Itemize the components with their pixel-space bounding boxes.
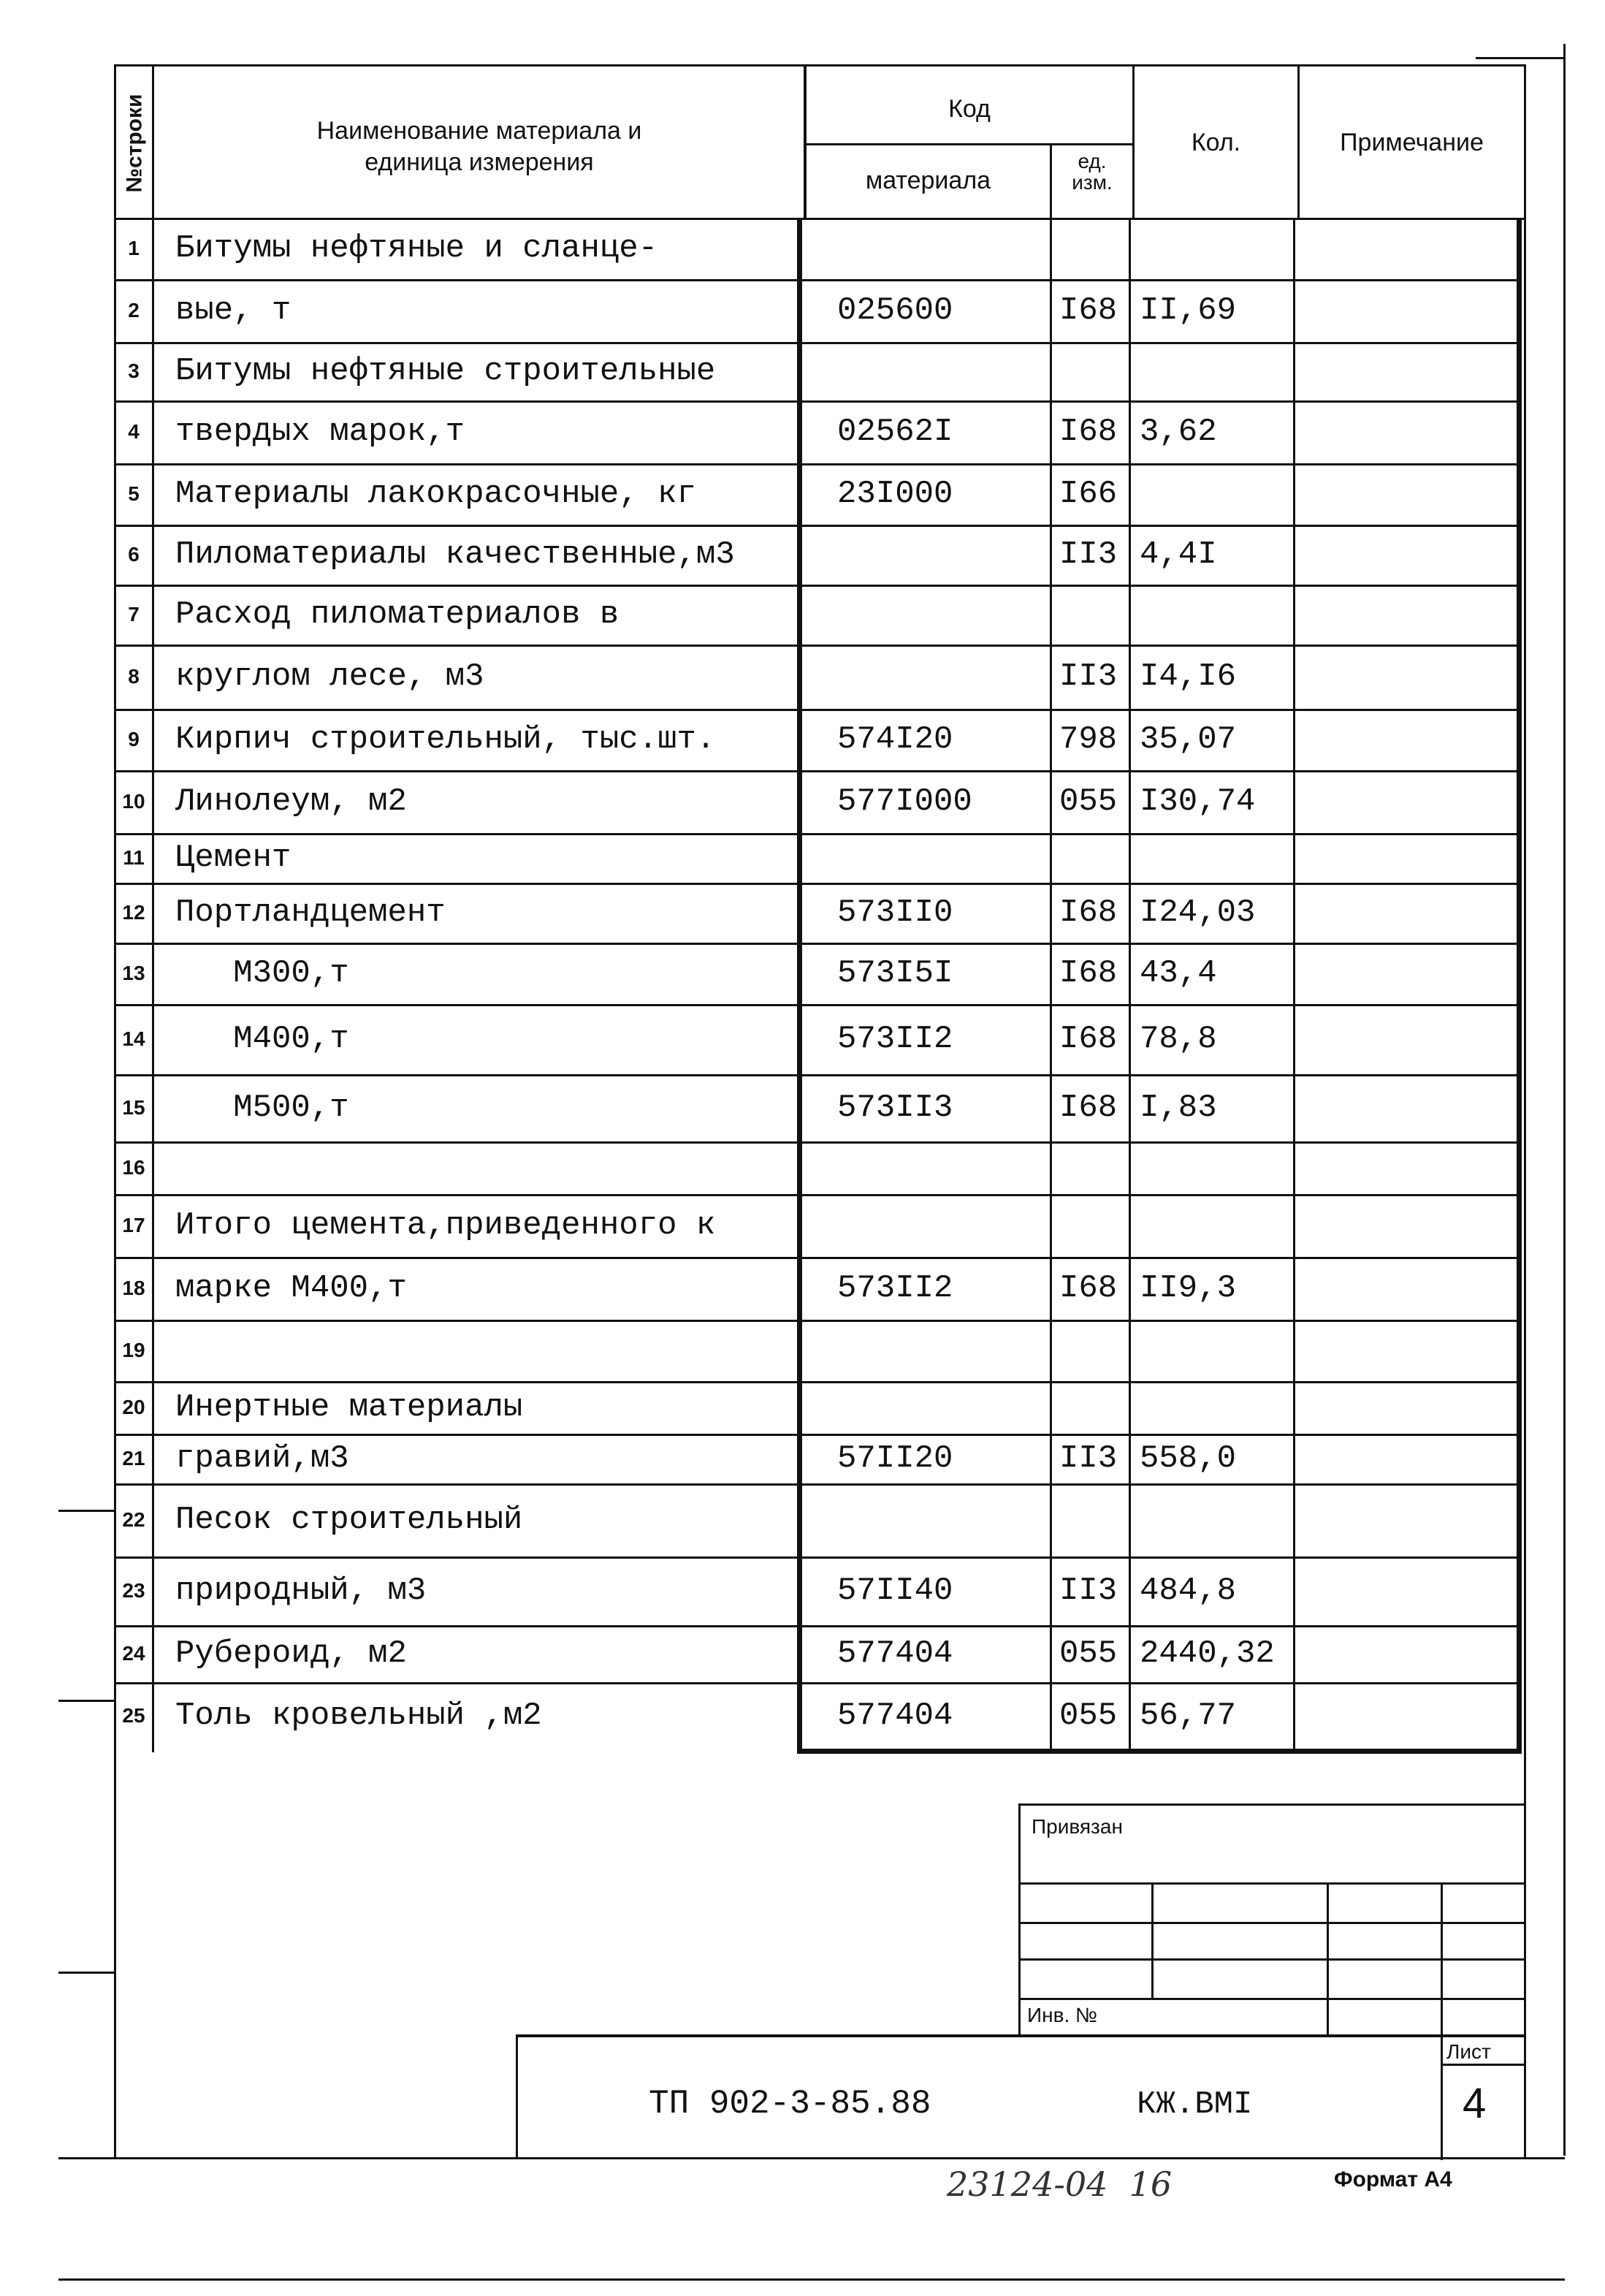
row-divider (115, 400, 1520, 403)
row-number-header: №строки (122, 94, 147, 193)
row-divider (115, 1556, 1520, 1559)
row-number: 8 (128, 665, 140, 688)
material-code: 57II40 (837, 1573, 953, 1609)
unit-code: I68 (1059, 955, 1118, 992)
quantity: 558,0 (1140, 1440, 1237, 1477)
material-name: Линолеум, м2 (175, 783, 407, 820)
row-divider (115, 279, 1520, 281)
unit-code: 055 (1059, 1698, 1118, 1734)
unit-code: I68 (1059, 894, 1118, 931)
row-number: 21 (122, 1447, 145, 1470)
row-divider (115, 943, 1520, 945)
unit-code: II3 (1059, 536, 1118, 573)
unit-code: I68 (1059, 1021, 1118, 1057)
material-name: Пиломатериалы качественные,м3 (175, 536, 735, 573)
material-name: Толь кровельный ,м2 (175, 1698, 542, 1734)
row-number: 19 (122, 1339, 145, 1361)
row-number: 7 (128, 603, 140, 626)
handwritten-archive-number: 23124-04 16 (947, 2164, 1173, 2204)
material-name: М500,т (175, 1090, 349, 1126)
material-name: гравий,м3 (175, 1440, 349, 1477)
row-divider (115, 342, 1520, 344)
row-divider (115, 1434, 1520, 1436)
row-divider (115, 525, 1520, 527)
quantity: I30,74 (1140, 783, 1256, 820)
row-number: 11 (123, 846, 145, 869)
row-number: 5 (128, 482, 140, 505)
unit-header-line2: изм. (1072, 171, 1113, 194)
unit-header-line1: ед. (1078, 150, 1107, 172)
material-code: 573II2 (837, 1270, 953, 1307)
unit-code: 055 (1059, 1635, 1118, 1672)
material-name: Песок строительный (175, 1502, 523, 1538)
material-name: вые, т (175, 292, 291, 329)
quantity: I24,03 (1140, 894, 1256, 931)
material-name: Материалы лакокрасочные, кг (175, 476, 696, 512)
material-name: Рубероид, м2 (175, 1635, 407, 1672)
sheet-label: Лист (1446, 2040, 1491, 2063)
row-number: 14 (122, 1027, 145, 1050)
unit-code: I68 (1059, 292, 1118, 329)
row-number: 13 (122, 962, 145, 984)
material-name: круглом лесе, м3 (175, 658, 484, 695)
material-name: Портландцемент (175, 894, 446, 931)
quantity: I,83 (1140, 1090, 1217, 1126)
unit-header (1052, 151, 1132, 194)
row-divider (115, 833, 1520, 835)
row-divider (115, 1682, 1520, 1684)
unit-code: II3 (1059, 1440, 1118, 1477)
qty-header: Кол. (1191, 129, 1241, 156)
material-name: Битумы нефтяные строительные (175, 353, 716, 389)
bound-label: Привязан (1032, 1815, 1123, 1838)
material-code: 573II0 (837, 894, 953, 931)
row-number: 10 (122, 790, 145, 813)
material-name: марке М400,т (175, 1270, 407, 1307)
row-number: 15 (122, 1096, 145, 1119)
row-number: 22 (122, 1508, 145, 1531)
material-name: Инертные материалы (175, 1389, 523, 1426)
row-number: 24 (122, 1642, 145, 1665)
row-divider (115, 770, 1520, 772)
material-code: 573II3 (837, 1090, 953, 1126)
format-label: Формат А4 (1334, 2167, 1452, 2192)
material-name: Кирпич строительный, тыс.шт. (175, 721, 716, 758)
quantity: II9,3 (1140, 1270, 1237, 1307)
row-number: 3 (128, 360, 140, 382)
material-name: Битумы нефтяные и сланце- (175, 230, 658, 267)
name-header-line1: Наименование материала и (316, 117, 642, 145)
row-divider (115, 1381, 1520, 1383)
material-code: 574I20 (837, 721, 953, 758)
quantity: 3,62 (1140, 414, 1217, 450)
material-code: 23I000 (837, 476, 953, 512)
note-header: Примечание (1340, 129, 1484, 156)
quantity: 56,77 (1140, 1698, 1237, 1734)
row-number: 25 (122, 1704, 145, 1727)
row-divider (115, 1194, 1520, 1196)
document-code: ТП 902-3-85.88 (649, 2085, 931, 2123)
row-divider (115, 1074, 1520, 1076)
row-number: 6 (128, 543, 140, 566)
row-number: 16 (122, 1156, 145, 1179)
sheet-number: 4 (1463, 2080, 1487, 2127)
material-name: Расход пиломатериалов в (175, 596, 619, 633)
material-name: твердых марок,т (175, 414, 465, 450)
quantity: 4,4I (1140, 536, 1217, 573)
material-code: 577I000 (837, 783, 972, 820)
row-number: 4 (128, 420, 140, 443)
name-header-line2: единица измерения (365, 148, 594, 176)
material-code: 573I5I (837, 955, 953, 992)
material-code: 57II20 (837, 1440, 953, 1477)
row-number: 2 (128, 299, 140, 322)
row-divider (115, 1141, 1520, 1144)
code-header: Код (948, 95, 991, 123)
material-code: 025600 (837, 292, 953, 329)
name-header (155, 115, 804, 178)
row-number: 20 (122, 1396, 145, 1418)
unit-code: 798 (1059, 721, 1118, 758)
unit-code: II3 (1059, 1573, 1118, 1609)
unit-code: I68 (1059, 1090, 1118, 1126)
unit-code: I68 (1059, 414, 1118, 450)
row-divider (115, 883, 1520, 885)
row-divider (115, 1483, 1520, 1486)
unit-code: I68 (1059, 1270, 1118, 1307)
quantity: 78,8 (1140, 1021, 1217, 1057)
material-code: 573II2 (837, 1021, 953, 1057)
material-name: М300,т (175, 955, 349, 992)
quantity: 35,07 (1140, 721, 1237, 758)
row-number: 9 (128, 728, 140, 750)
row-number: 1 (128, 237, 140, 259)
quantity: 2440,32 (1140, 1635, 1275, 1672)
row-number: 17 (122, 1214, 145, 1236)
row-divider (115, 1004, 1520, 1006)
row-divider (115, 1320, 1520, 1322)
row-divider (115, 709, 1520, 711)
row-divider (115, 585, 1520, 587)
unit-code: I66 (1059, 476, 1118, 512)
quantity: 484,8 (1140, 1573, 1237, 1609)
row-number: 12 (122, 901, 145, 924)
row-divider (115, 645, 1520, 647)
material-code-header: материала (865, 167, 991, 194)
quantity: II,69 (1140, 292, 1237, 329)
row-number: 23 (122, 1579, 145, 1602)
material-name: природный, м3 (175, 1573, 427, 1609)
inventory-number-label: Инв. № (1027, 2004, 1098, 2026)
unit-code: II3 (1059, 658, 1118, 695)
unit-code: 055 (1059, 783, 1118, 820)
material-name: Итого цемента,приведенного к (175, 1207, 716, 1244)
material-code: 577404 (837, 1698, 953, 1734)
quantity: I4,I6 (1140, 658, 1237, 695)
material-code: 577404 (837, 1635, 953, 1672)
material-code: 02562I (837, 414, 953, 450)
row-divider (115, 1257, 1520, 1259)
row-divider (115, 1625, 1520, 1627)
material-name: М400,т (175, 1021, 349, 1057)
row-number: 18 (122, 1277, 145, 1299)
material-name: Цемент (175, 840, 291, 876)
row-divider (115, 463, 1520, 465)
quantity: 43,4 (1140, 955, 1217, 992)
document-mark: КЖ.ВМI (1137, 2086, 1253, 2123)
